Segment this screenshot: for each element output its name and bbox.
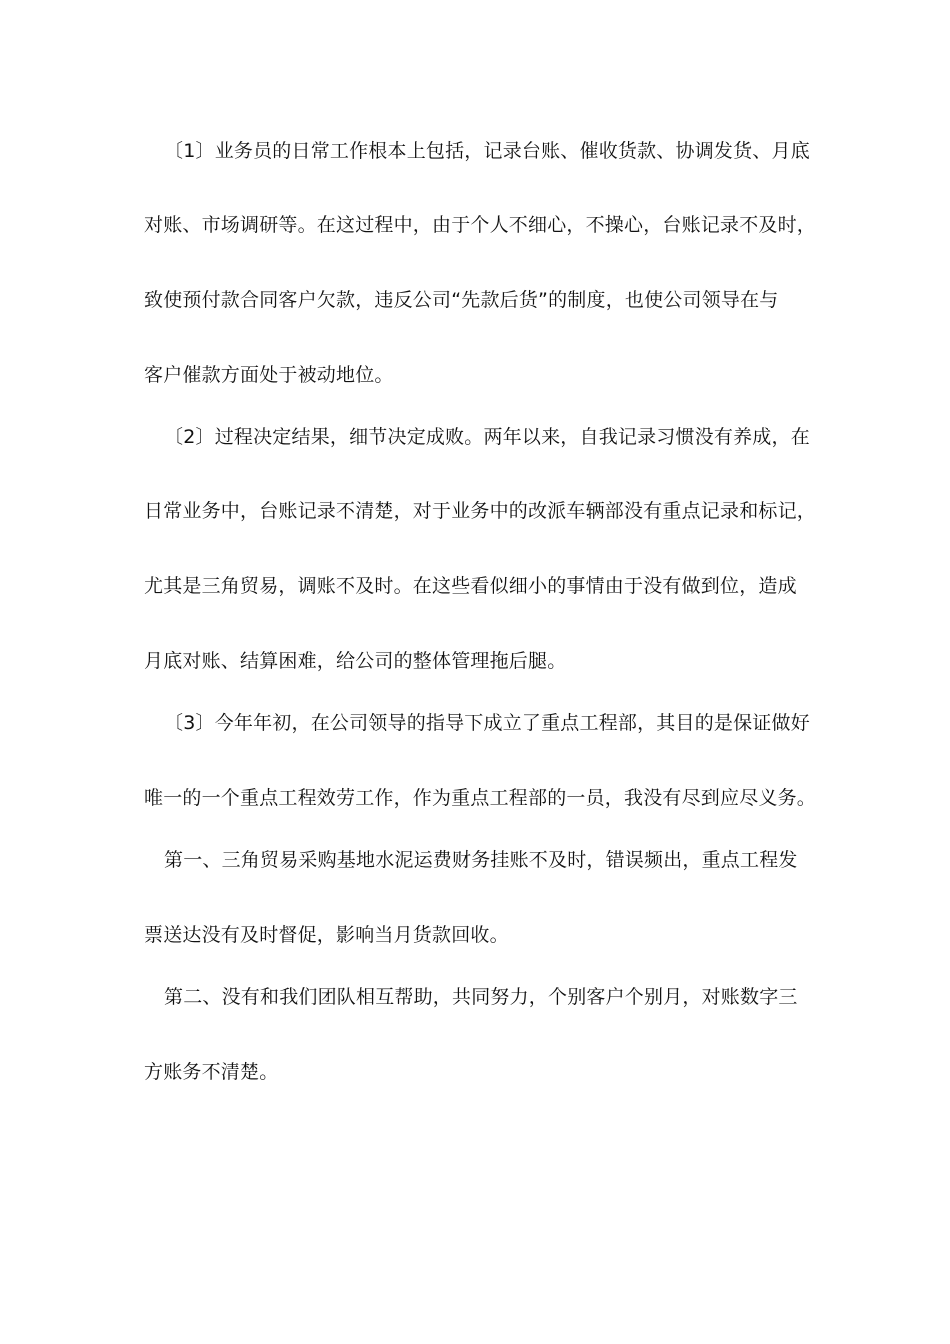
paragraph-2-line-4: 月底对账、结算困难，给公司的整体管理拖后腿。: [144, 650, 567, 672]
paragraph-3-line-1: 〔3〕今年年初，在公司领导的指导下成立了重点工程部，其目的是保证做好: [164, 712, 810, 734]
paragraph-1-line-1: 〔1〕业务员的日常工作根本上包括，记录台账、催收货款、协调发货、月底: [164, 140, 810, 162]
paragraph-1-line-3: 致使预付款合同客户欠款，违反公司“先款后货”的制度，也使公司领导在与: [144, 289, 779, 311]
paragraph-5-line-1: 第二、没有和我们团队相互帮助，共同努力，个别客户个别月，对账数字三: [164, 986, 798, 1008]
paragraph-2-line-2: 日常业务中，台账记录不清楚，对于业务中的改派车辆部没有重点记录和标记，: [144, 500, 817, 522]
paragraph-5-line-2: 方账务不清楚。: [144, 1061, 279, 1083]
paragraph-2-line-3: 尤其是三角贸易，调账不及时。在这些看似细小的事情由于没有做到位，造成: [144, 575, 797, 597]
paragraph-4-line-2: 票送达没有及时督促，影响当月货款回收。: [144, 924, 509, 946]
paragraph-4-line-1: 第一、三角贸易采购基地水泥运费财务挂账不及时，错误频出，重点工程发: [164, 849, 798, 871]
paragraph-1-line-4: 客户催款方面处于被动地位。: [144, 364, 394, 386]
paragraph-1-line-2: 对账、市场调研等。在这过程中，由于个人不细心，不操心，台账记录不及时，: [144, 214, 817, 236]
paragraph-2-line-1: 〔2〕过程决定结果，细节决定成败。两年以来，自我记录习惯没有养成，在: [164, 426, 810, 448]
paragraph-3-line-2: 唯一的一个重点工程效劳工作，作为重点工程部的一员，我没有尽到应尽义务。: [144, 787, 817, 809]
